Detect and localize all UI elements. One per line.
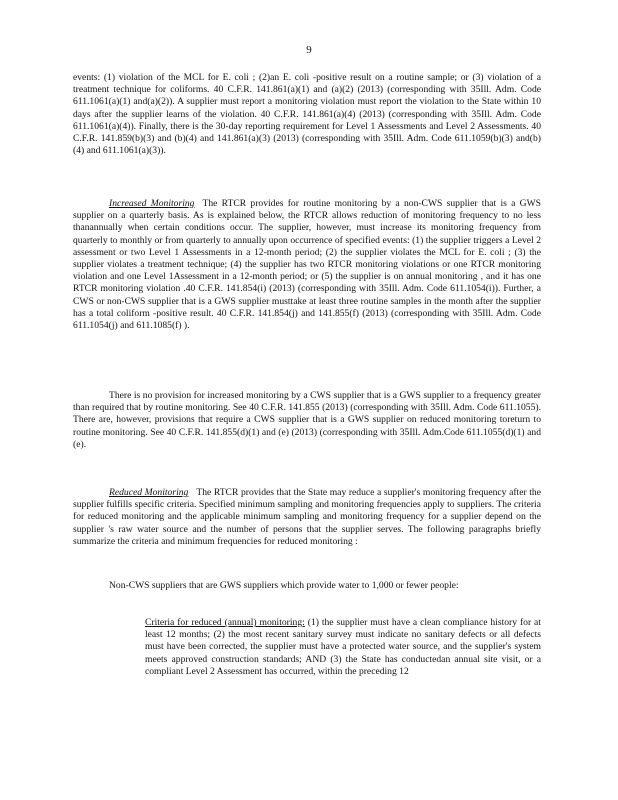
paragraph-increased-monitoring-text: The RTCR provides for routine monitoring by a non-CWS supplier that is a GWS supplier on a quarterly basis. As is explained below, the RTCR allows reduction of monitoring frequency to no less thanannually when certain conditions occur. The supplier, however, must increase its monitoring frequency from quarterly to monthly or from quarterly to annually upon occurrence of specified events: (1) the supplier triggers a Level 2 assessment or two Level 1 Assessments in a 12-month period; (2) the supplier violates the MCL for E. coli ; (3) the supplier violates a treatment technique; (4) the supplier has two RTCR monitoring violations or one RTCR monitoring violation and one Level 1Assessment in a 12-month period; or (5) the supplier is on annual monitoring , and it has one RTCR monitoring violation .40 C.F.R. 141.854(i) (2013) (corresponding with 35Ill. Adm. Code 611.1054(i)). Further, a CWS or non-CWS supplier that is a GWS supplier musttake at least three routine samples in the month after the supplier has a total coliform -positive result. 40 C.F.R. 141.854(j) and 141.855(f) (2013) (corresponding with 35Ill. Adm. Code 611.1054(j) and 611.1085(f) ). (73, 198, 541, 332)
paragraph-reporting: events: (1) violation of the MCL for E. coli ; (2)an E. coli -positive result on a routine sample; or (3) violation of a treatment technique for coliforms. 40 C.F.R. 141.861(a)(1) and (a)(2) (2013) (corresponding with 35Ill. Adm. Code 611.1061(a)(1) and(a)(2)). A supplier must report a monitoring violation must report the violation to the State within 10 days after the supplier learns of the violation. 40 C.F.R. 141.861(a)(4) (2013) (corresponding with 35Ill. Adm. Code 611.1061(a)(4)). Finally, there is the 30-day reporting requirement for Level 1 Assessments and Level 2 Assessments. 40 C.F.R. 141.859(b)(3) and (b)(4) and 141.861(a)(3) (2013) (corresponding with 35Ill. Adm. Code 611.1059(b)(3) and(b)(4) and 611.1061(a)(3)). (73, 72, 541, 157)
paragraph-increased-monitoring (73, 198, 541, 332)
paragraph-reduced-monitoring-text: The RTCR provides that the State may reduce a supplier's monitoring frequency after the supplier fulfills specific criteria. Specified minimum sampling and monitoring frequencies apply to suppliers. The criteria for reduced monitoring and the applicable minimum sampling and monitoring frequency for a supplier depend on the supplier 's raw water source and the number of persons that the supplier serves. The following paragraphs briefly summarize the criteria and minimum frequencies for reduced monitoring : (73, 487, 541, 547)
criteria-reduced-annual-text: (1) the supplier must have a clean compliance history for at least 12 months; (2) the most recent sanitary survey must indicate no sanitary defects or all defects must have been corrected, the supplier must have a protected water source, and the supplier's system meets approved construction standards; AND (3) the State has conductedan annual site visit, or a compliant Level 2 Assessment has occurred, within the preceding 12 (145, 617, 541, 677)
heading-reduced-monitoring: Reduced Monitoring (109, 487, 189, 498)
block-criteria-reduced-annual (145, 617, 541, 678)
paragraph-reduced-monitoring (73, 487, 541, 548)
heading-criteria-reduced-annual: Criteria for reduced (annual) monitoring: (145, 617, 305, 628)
paragraph-no-increased-provision: There is no provision for increased monitoring by a CWS supplier that is a GWS supplier to a frequency greater than required that by routine monitoring. See 40 C.F.R. 141.855 (2013) (corresponding with 35Ill. Adm. Code 611.1055). There are, however, provisions that require a CWS supplier that is a GWS supplier on reduced monitoring toreturn to routine monitoring. See 40 C.F.R. 141.855(d)(1) and (e) (2013) (corresponding with 35Ill. Adm.Code 611.1055(d)(1) and (e). (73, 390, 541, 450)
page-number: 9 (306, 44, 312, 56)
heading-increased-monitoring: Increased Monitoring (109, 198, 195, 209)
block-non-cws-gws-suppliers: Non-CWS suppliers that are GWS suppliers which provide water to 1,000 or fewer people: (109, 580, 459, 591)
